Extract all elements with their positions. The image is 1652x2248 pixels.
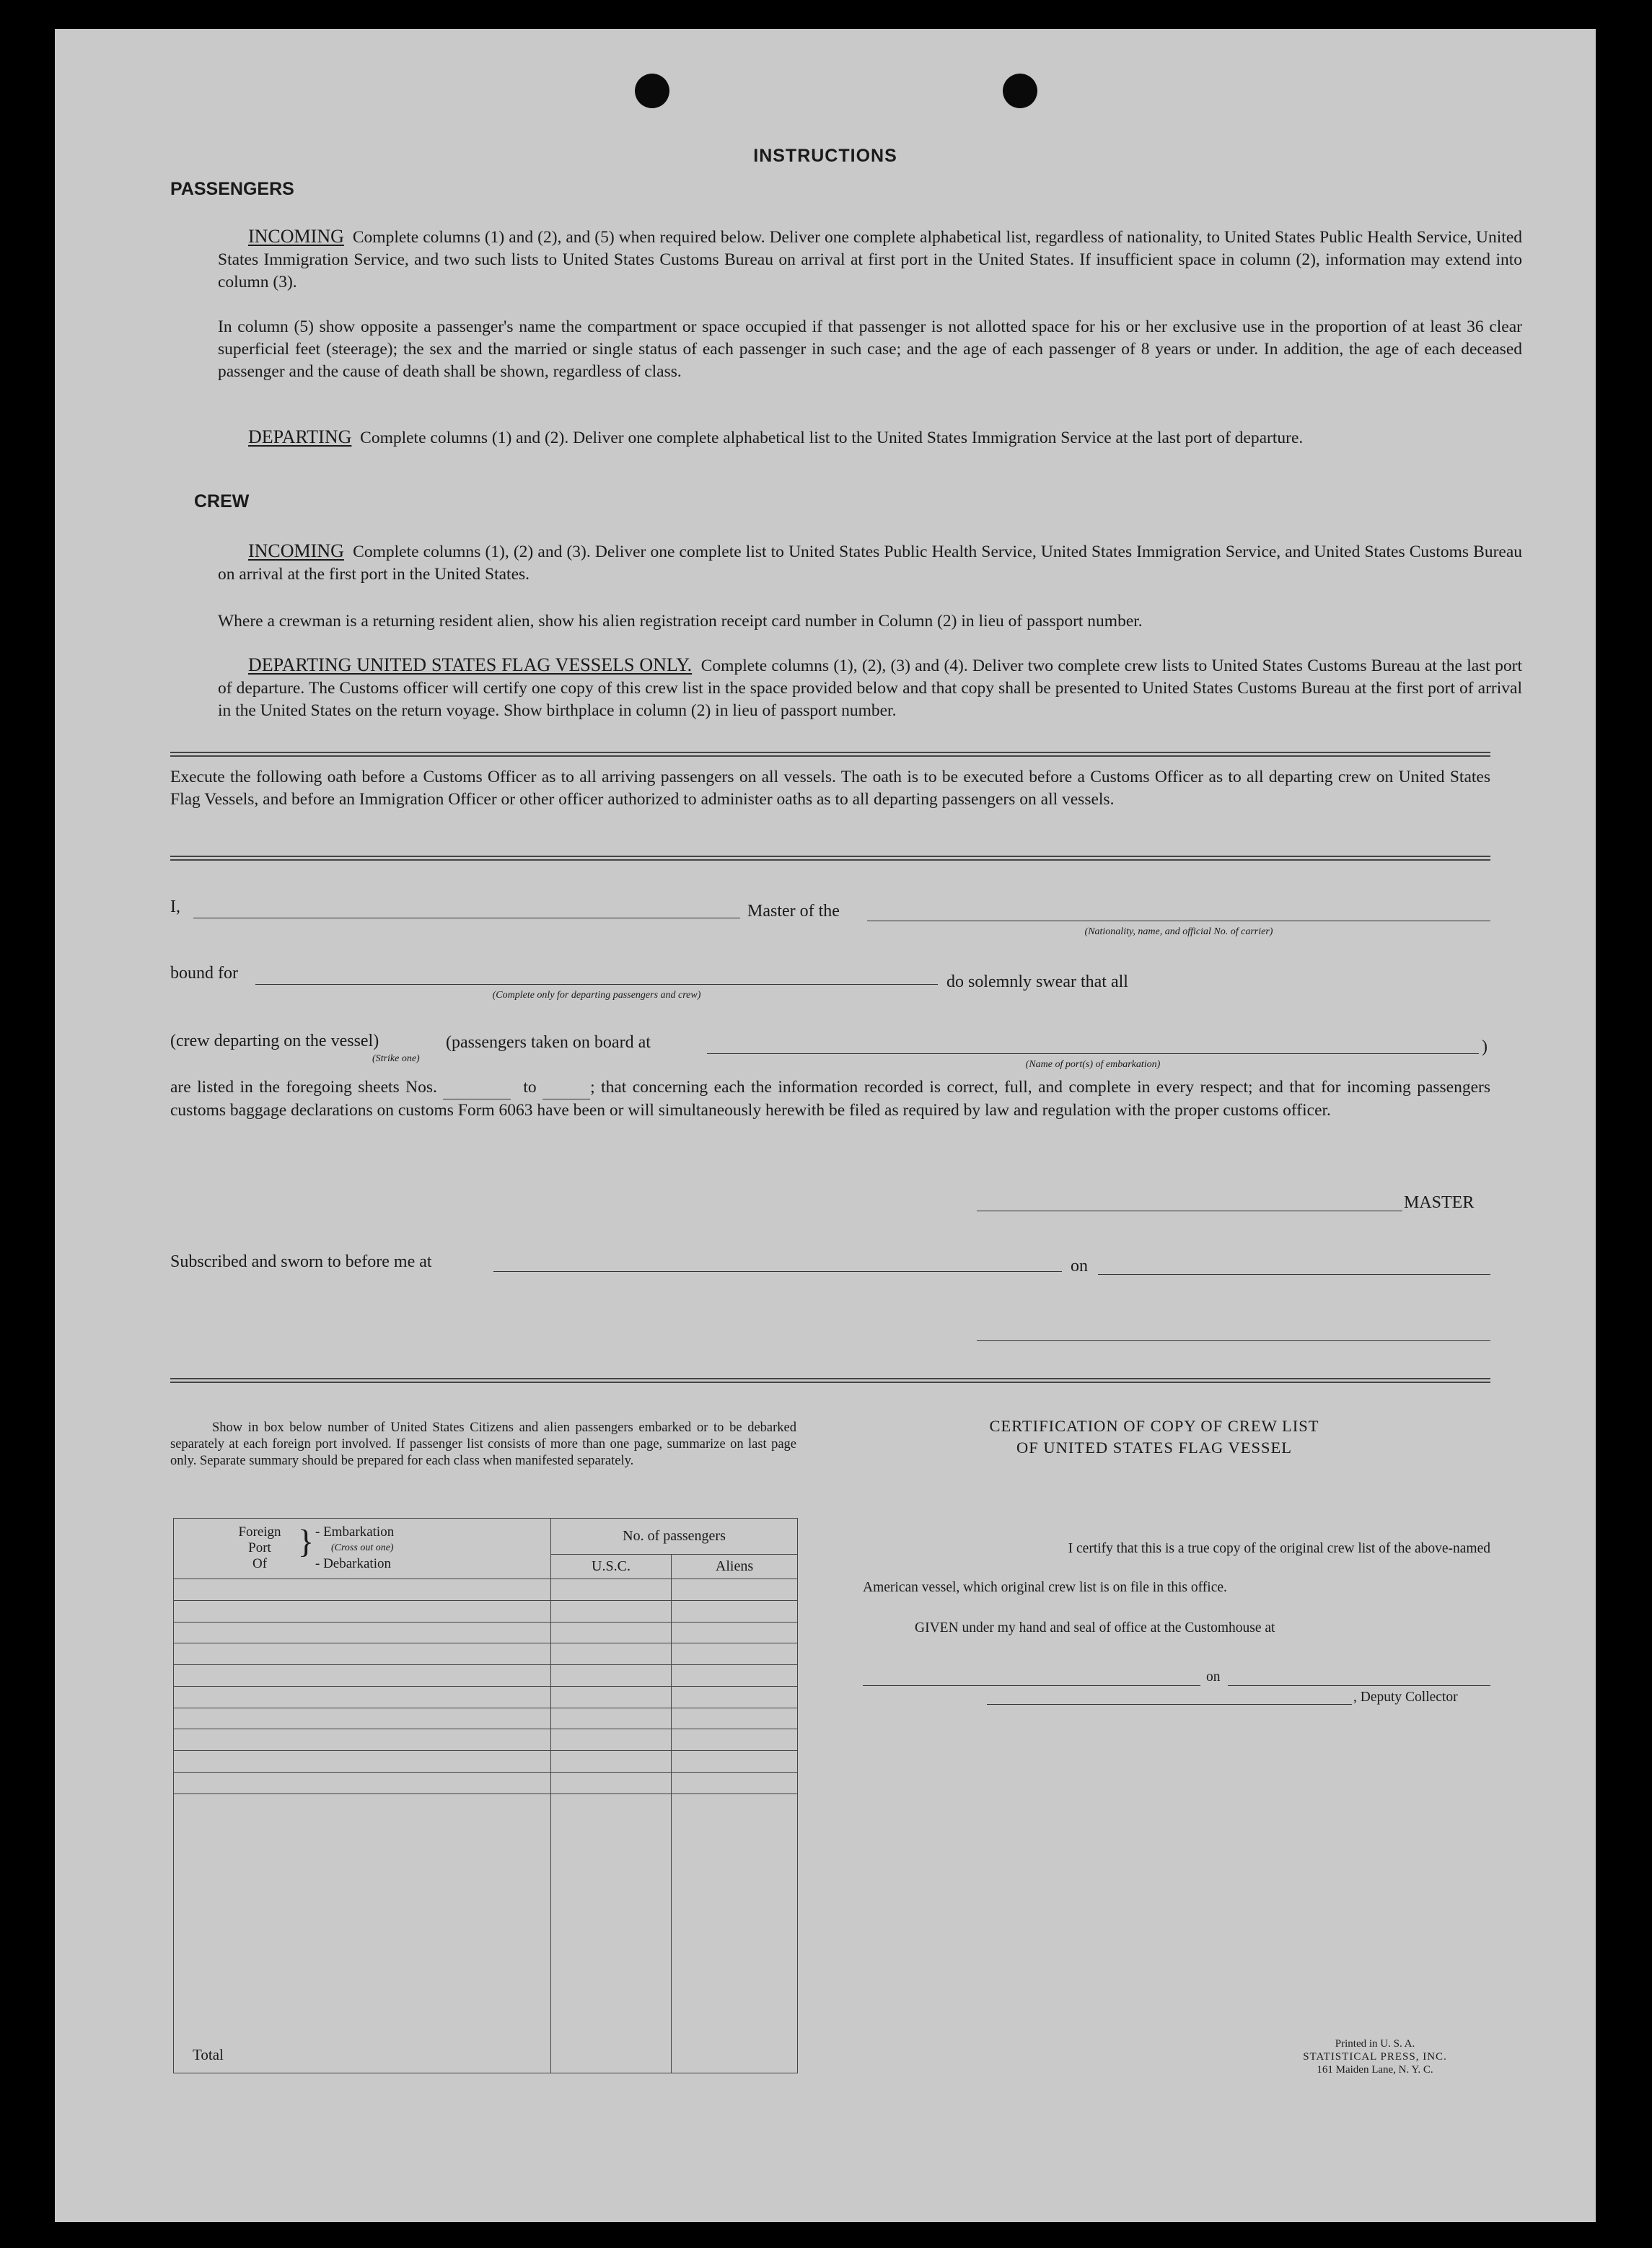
officer-signature-field[interactable] <box>977 1340 1490 1341</box>
crew-incoming-paragraph <box>218 540 1522 586</box>
aliens-header: Aliens <box>672 1555 798 1579</box>
passengers-departing-label: DEPARTING <box>248 426 352 447</box>
table-row <box>174 1643 798 1665</box>
usc-cell[interactable] <box>551 1708 672 1729</box>
port-header-cell <box>174 1519 551 1579</box>
divider-line <box>170 752 1490 757</box>
of-label: Of <box>252 1556 268 1571</box>
aliens-cell[interactable] <box>672 1773 798 1794</box>
cross-out-hint: (Cross out one) <box>331 1542 394 1553</box>
aliens-total-cell[interactable] <box>672 1793 798 2073</box>
usc-cell[interactable] <box>551 1665 672 1687</box>
embark-debark-options <box>315 1524 394 1572</box>
crew-departing-paragraph <box>218 654 1522 722</box>
sheets-prefix: are listed in the foregoing sheets Nos. <box>170 1078 437 1097</box>
certify-line2: American vessel, which original crew list is on file in this office. <box>863 1580 1227 1595</box>
sheets-from-field[interactable] <box>443 1076 511 1099</box>
oath-i-label: I, <box>170 897 180 916</box>
table-row <box>174 1751 798 1773</box>
port-cell[interactable] <box>174 1773 551 1794</box>
passengers-departing-text: Complete columns (1) and (2). Deliver one complete alphabetical list to the United States Immigration Service at the last port of departure. <box>360 429 1304 447</box>
summary-instruction: Show in box below number of United States Citizens and alien passengers embarked or to be debarked separately at each foreign port involved. If passenger list consists of more than one page, summarize on last page only. Separate summary should be prepared for each class when manifested separately. <box>170 1421 796 1468</box>
printer-line3: 161 Maiden Lane, N. Y. C. <box>1317 2064 1433 2076</box>
table-row <box>174 1579 798 1601</box>
document-page <box>55 29 1596 2222</box>
crew-incoming-text: Complete columns (1), (2) and (3). Deliver one complete list to United States Public Health Service, United States Immigration Service, and United States Customs Bureau on arrival at the first port in the United States. <box>218 543 1523 584</box>
certification-title-line2: OF UNITED STATES FLAG VESSEL <box>1016 1439 1293 1457</box>
passengers-incoming-text: Complete columns (1) and (2), and (5) when required below. Deliver one complete alphabetical list, regardless of nationality, to United States Public Health Service, United States Immigration Service, and two such lists to United States Customs Bureau on arrival at first port in the United States. If insufficient space in column (2), information may extend into column (3). <box>218 228 1523 291</box>
crew-heading: CREW <box>194 491 250 511</box>
total-row <box>174 1793 798 2073</box>
table-row <box>174 1686 798 1708</box>
aliens-cell[interactable] <box>672 1708 798 1729</box>
punch-hole-left <box>635 74 669 108</box>
table-row <box>174 1773 798 1794</box>
passengers-incoming-paragraph <box>218 225 1522 294</box>
passengers-column5-text: In column (5) show opposite a passenger's name the compartment or space occupied if that passenger is not allotted space for his or her exclusive use in the proportion of at least 36 clear superficial feet (steerage); the sex and the married or single status of each passenger in such case; and the age of each passenger of 8 years or under. In addition, the age of each deceased passenger and the cause of death shall be shown, regardless of class. <box>218 317 1522 381</box>
close-paren: ) <box>1482 1037 1488 1056</box>
aliens-cell[interactable] <box>672 1665 798 1687</box>
sheets-to-field[interactable] <box>542 1076 590 1099</box>
aliens-cell[interactable] <box>672 1600 798 1622</box>
printer-imprint <box>1267 2037 1483 2076</box>
deputy-collector-label: , Deputy Collector <box>1353 1690 1458 1705</box>
embarkation-option[interactable]: - Embarkation <box>315 1524 395 1540</box>
embarkation-ports-field[interactable] <box>707 1053 1479 1054</box>
sheets-to-label: to <box>523 1078 537 1097</box>
port-cell[interactable] <box>174 1708 551 1729</box>
usc-cell[interactable] <box>551 1622 672 1643</box>
divider-line <box>170 856 1490 861</box>
certify-line1: I certify that this is a true copy of the original crew list of the above-named <box>1068 1541 1490 1556</box>
no-passengers-header: No. of passengers <box>551 1519 798 1555</box>
instructions-title: INSTRUCTIONS <box>753 146 897 166</box>
passengers-taken-option[interactable]: (passengers taken on board at <box>446 1033 651 1052</box>
passengers-heading: PASSENGERS <box>170 179 294 199</box>
foreign-label: Foreign <box>238 1524 281 1540</box>
aliens-cell[interactable] <box>672 1751 798 1773</box>
given-line: GIVEN under my hand and seal of office at the Customhouse at <box>915 1620 1275 1635</box>
certification-title <box>903 1415 1405 1459</box>
table-row <box>174 1708 798 1729</box>
table-row <box>174 1729 798 1751</box>
usc-cell[interactable] <box>551 1751 672 1773</box>
sworn-location-field[interactable] <box>493 1271 1062 1272</box>
table-row <box>174 1600 798 1622</box>
punch-hole-right <box>1003 74 1037 108</box>
usc-cell[interactable] <box>551 1686 672 1708</box>
port-cell[interactable] <box>174 1729 551 1751</box>
sheets-statement <box>170 1076 1490 1122</box>
crew-departing-label: DEPARTING UNITED STATES FLAG VESSELS ONLY. <box>248 654 693 675</box>
carrier-hint: (Nationality, name, and official No. of carrier) <box>1084 926 1273 937</box>
usc-cell[interactable] <box>551 1579 672 1601</box>
usc-cell[interactable] <box>551 1773 672 1794</box>
crew-resident-text: Where a crewman is a returning resident alien, show his alien registration receipt card number in Column (2) in lieu of passport number. <box>218 612 1143 631</box>
divider-line <box>170 1378 1490 1383</box>
cert-on-label: on <box>1206 1669 1221 1685</box>
foreign-port-of <box>227 1524 292 1572</box>
usc-cell[interactable] <box>551 1729 672 1751</box>
aliens-cell[interactable] <box>672 1643 798 1665</box>
subscribed-label: Subscribed and sworn to before me at <box>170 1252 432 1271</box>
brace-icon: } <box>298 1523 315 1560</box>
table-row <box>174 1665 798 1687</box>
passenger-summary-table <box>173 1518 798 2073</box>
usc-header: U.S.C. <box>551 1555 672 1579</box>
customhouse-field[interactable] <box>863 1685 1200 1686</box>
sheets-rest: ; that concerning each the information recorded is correct, full, and complete in every respect; and that for incoming passengers customs baggage declarations on customs Form 6063 have been or will simultaneously herewith be filed as required by law and regulation with the proper customs officer. <box>170 1078 1491 1120</box>
port-cell[interactable] <box>174 1751 551 1773</box>
crew-departing-option[interactable]: (crew departing on the vessel) <box>170 1032 379 1050</box>
total-label: Total <box>174 1793 551 2073</box>
port-cell[interactable] <box>174 1665 551 1687</box>
aliens-cell[interactable] <box>672 1622 798 1643</box>
aliens-cell[interactable] <box>672 1579 798 1601</box>
port-label: Port <box>248 1540 271 1555</box>
port-cell[interactable] <box>174 1643 551 1665</box>
printer-line2: STATISTICAL PRESS, INC. <box>1303 2051 1447 2063</box>
sworn-date-field[interactable] <box>1098 1274 1490 1275</box>
aliens-cell[interactable] <box>672 1686 798 1708</box>
aliens-cell[interactable] <box>672 1729 798 1751</box>
usc-cell[interactable] <box>551 1600 672 1622</box>
passengers-column5-paragraph <box>218 316 1522 383</box>
usc-total-cell[interactable] <box>551 1793 672 2073</box>
swear-label: do solemnly swear that all <box>946 972 1128 991</box>
passengers-incoming-label: INCOMING <box>248 226 344 247</box>
usc-cell[interactable] <box>551 1643 672 1665</box>
bound-for-label: bound for <box>170 964 238 983</box>
printer-line1: Printed in U. S. A. <box>1335 2038 1415 2050</box>
bound-for-field[interactable] <box>255 984 938 985</box>
crew-departing-text: Complete columns (1), (2), (3) and (4). Deliver two complete crew lists to United States Customs Bureau at the last port of departure. The Customs officer will certify one copy of this crew list in the space provided below and that copy shall be presented to United States Customs Bureau at the first port of arrival in the United States on the return voyage. Show birthplace in column (2) in lieu of passport number. <box>218 657 1523 720</box>
oath-intro: Execute the following oath before a Customs Officer as to all arriving passengers on all vessels. The oath is to be executed before a Customs Officer as to all departing crew on United States Flag Vessels, and before an Immigration Officer or other officer authorized to administer oaths as to all departing passengers on all vessels. <box>170 768 1490 809</box>
strike-one-hint: (Strike one) <box>372 1053 420 1064</box>
port-cell[interactable] <box>174 1686 551 1708</box>
crew-resident-paragraph <box>218 610 1522 633</box>
deputy-signature-field[interactable] <box>987 1704 1352 1705</box>
port-cell[interactable] <box>174 1600 551 1622</box>
table-row <box>174 1622 798 1643</box>
bound-for-hint: (Complete only for departing passengers and crew) <box>492 990 701 1001</box>
certification-title-line1: CERTIFICATION OF COPY OF CREW LIST <box>989 1417 1319 1435</box>
master-of-label: Master of the <box>747 902 840 921</box>
debarkation-option[interactable]: - Debarkation <box>315 1556 391 1571</box>
sworn-on-label: on <box>1071 1257 1088 1276</box>
port-cell[interactable] <box>174 1579 551 1601</box>
master-signature-label: MASTER <box>1404 1193 1475 1212</box>
crew-incoming-label: INCOMING <box>248 540 344 561</box>
passengers-departing-paragraph <box>218 426 1522 449</box>
port-cell[interactable] <box>174 1622 551 1643</box>
cert-date-field[interactable] <box>1228 1685 1490 1686</box>
ports-hint: (Name of port(s) of embarkation) <box>1025 1059 1161 1070</box>
